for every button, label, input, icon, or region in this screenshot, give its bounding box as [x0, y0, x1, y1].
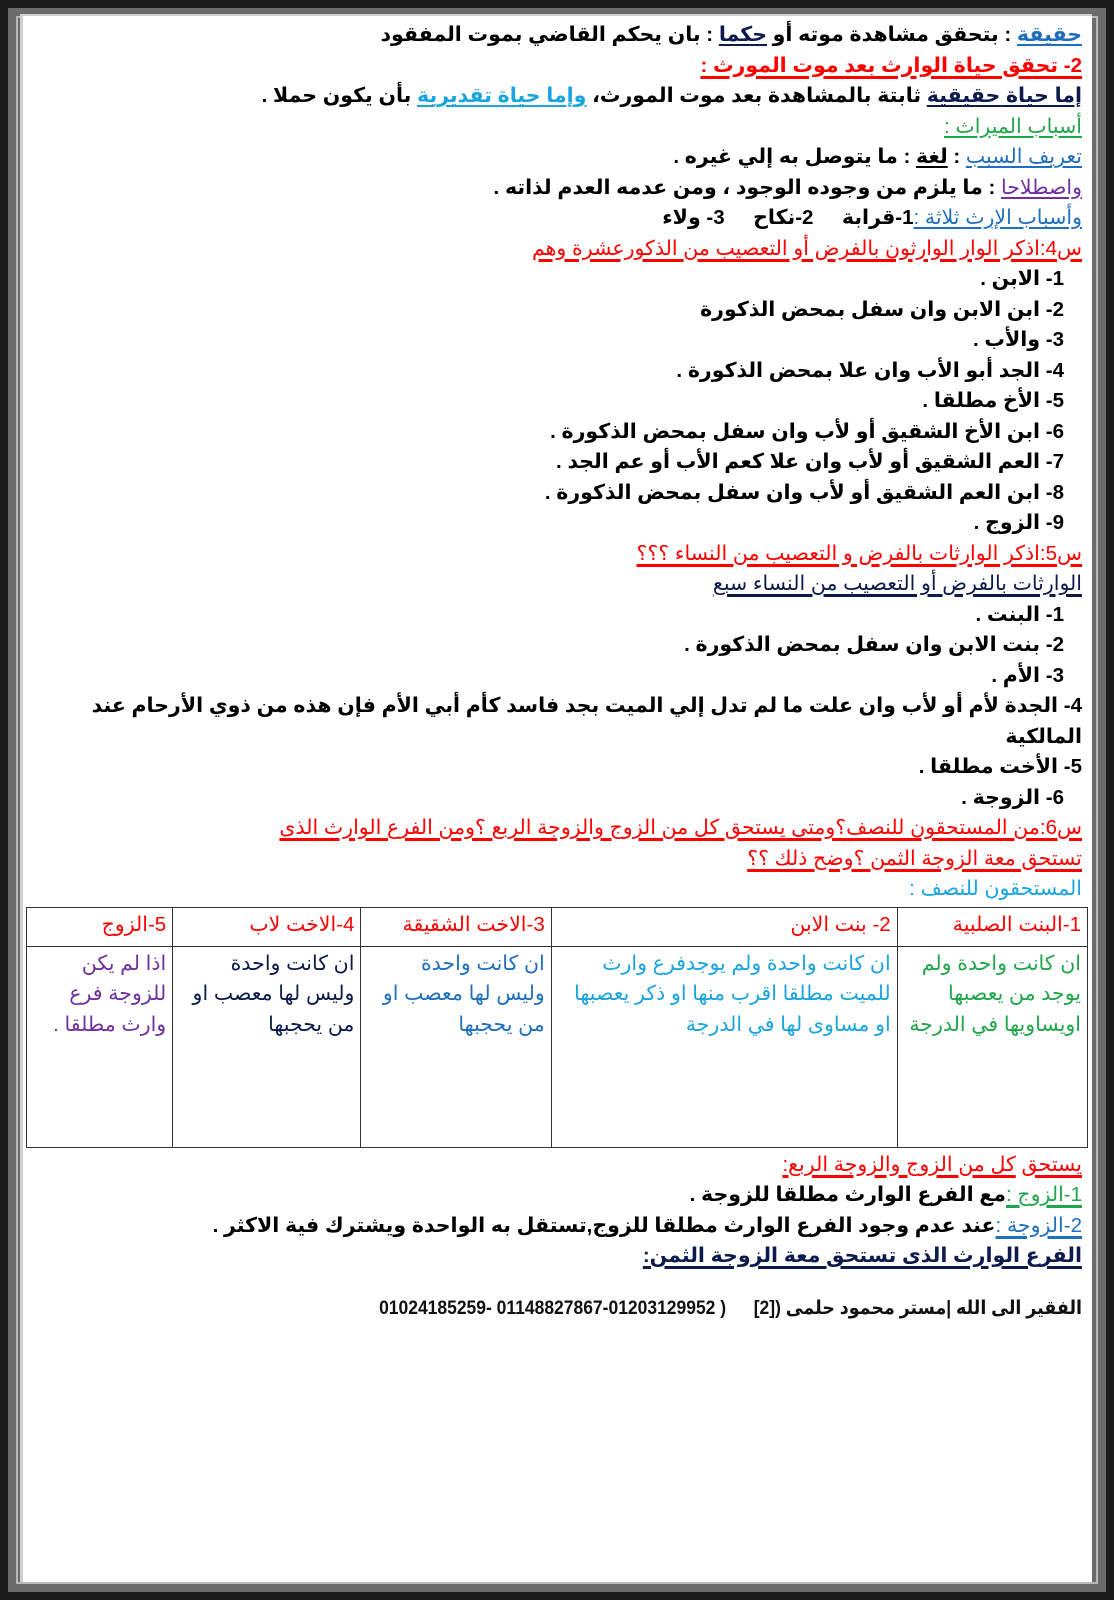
- table-header-row: [27, 907, 1088, 946]
- q4-heading-row: [33, 234, 1082, 265]
- q5-heading: س5:اذكر الوارثات بالفرض و التعصيب من النساء ؟؟؟: [636, 541, 1082, 565]
- table-cell: ان كانت واحدة وليس لها معصب او من يحجبها: [173, 946, 361, 1147]
- list-item: 5- الأخ مطلقا .: [922, 389, 1064, 412]
- haqiqiya-term: حقيقية: [926, 84, 1001, 107]
- list-item: 4- الجدة لأم أو لأب وان علت ما لم تدل إلي الميت بجد فاسد كأم أبي الأم فإن هذه من ذوي الأرحام عند المالكية: [91, 694, 1082, 748]
- asbab-list-label: وأسباب الإرث ثلاثة :: [913, 206, 1082, 229]
- sabab-label: تعريف السبب: [965, 145, 1082, 168]
- table-header: 5-الزوج: [27, 907, 173, 946]
- istilah-line: [33, 173, 1082, 204]
- q6-heading-row-2: [33, 844, 1082, 875]
- zawja-text: عند عدم وجود الفرع الوارث مطلقا للزوج,تستقل به الواحدة ويشترك فية الاكثر .: [212, 1213, 996, 1237]
- thumun-heading: الفرع الوارث الذى تستحق معة الزوجة الثمن:: [642, 1244, 1082, 1267]
- istilah-label: واصطلاحا: [1001, 175, 1082, 199]
- thumun-heading-row: [33, 1241, 1082, 1272]
- list-item: 1- البنت .: [975, 602, 1064, 626]
- list-item: 1- الابن .: [980, 267, 1064, 290]
- table-header: 4-الاخت لاب: [173, 907, 361, 946]
- zawja-label: 2-الزوجة :: [995, 1213, 1082, 1237]
- page-number: [2]: [753, 1297, 776, 1319]
- hukman-text: : بان يحكم القاضي بموت المفقود: [380, 23, 719, 46]
- death-proof-line: [33, 20, 1082, 51]
- nisf-label: المستحقون للنصف :: [909, 877, 1082, 900]
- condition2-text-end: بأن يكون حملا .: [261, 84, 418, 107]
- nisf-label-row: [33, 874, 1082, 905]
- document-page: [20, 14, 1092, 1582]
- list-item: 3- والأب .: [973, 328, 1064, 351]
- q5-heading-row: [33, 539, 1082, 570]
- q6-heading-row-1: [33, 813, 1082, 844]
- zawj-label: 1-الزوج :: [1005, 1183, 1082, 1206]
- sabab-colon: :: [947, 145, 966, 168]
- table-header: 1-البنت الصلبية: [897, 907, 1087, 946]
- istilah-text: : ما يلزم من وجوده الوجود ، ومن عدمه العدم لذاته .: [493, 175, 1002, 199]
- list-item: 5- الأخت مطلقا .: [918, 755, 1082, 778]
- q5-list: [33, 600, 1082, 814]
- list-item: 6- ابن الأخ الشقيق أو لأب وان سفل بمحض الذكورة .: [550, 419, 1064, 443]
- rubu-heading-row: [33, 1150, 1082, 1181]
- ima-haya: إما حياة: [1000, 84, 1082, 107]
- condition2-line: [33, 81, 1082, 112]
- author-name: الفقير الى الله |مستر محمود حلمى (: [775, 1297, 1082, 1319]
- table-header: 2- بنت الابن: [551, 907, 897, 946]
- condition2-heading-row: [33, 51, 1082, 82]
- hukman-term: حكما: [718, 23, 767, 46]
- condition2-text: ثابتة بالمشاهدة بعد موت المورث،: [586, 84, 927, 107]
- table-cell: ان كانت واحدة ولم يوجد من يعصبها اويساويها في الدرجة: [897, 946, 1087, 1147]
- footer-close-paren: ): [715, 1297, 727, 1319]
- list-item: 2- بنت الابن وان سفل بمحض الذكورة .: [684, 633, 1064, 656]
- list-item: 3- الأم .: [991, 663, 1064, 687]
- haqiqa-text: : بتحقق مشاهدة موته أو: [766, 23, 1017, 46]
- taqdiriya-term: وإما حياة تقديرية: [417, 84, 587, 107]
- zawj-line: [33, 1180, 1082, 1211]
- sabab-text: : ما يتوصل به إلي غيره .: [673, 145, 916, 168]
- q6-heading-line2: تستحق معة الزوجة الثمن ؟وضح ذلك ؟؟: [747, 846, 1082, 870]
- zawj-text: مع الفرع الوارث مطلقا للزوجة .: [689, 1183, 1006, 1206]
- list-item: 2- ابن الابن وان سفل بمحض الذكورة: [700, 297, 1064, 321]
- table-cell: ان كانت واحدة وليس لها معصب او من يحجبها: [361, 946, 551, 1147]
- q4-list: [33, 264, 1082, 539]
- table-row: [27, 946, 1088, 1147]
- list-item: 4- الجد أبو الأب وان علا بمحض الذكورة .: [676, 358, 1064, 382]
- table-cell: اذا لم يكن للزوجة فرع وارث مطلقا .: [27, 946, 173, 1147]
- footer-signature: [117, 1294, 1082, 1324]
- condition2-heading: 2- تحقق حياة الوارث بعد موت المورث :: [700, 53, 1082, 77]
- rubu-heading-a: يستحق: [1021, 1152, 1082, 1176]
- q5-subheading-row: [33, 569, 1082, 600]
- q4-heading: س4:اذكر الوار الوارثون بالفرض أو التعصيب من الذكورعشرة وهم: [531, 236, 1082, 260]
- list-item: 6- الزوجة .: [961, 785, 1064, 809]
- phone-numbers: 01024185259- 01148827867-01203129952: [379, 1297, 716, 1319]
- zawja-line: [33, 1211, 1082, 1242]
- list-item: 7- العم الشقيق أو لأب وان علا كعم الأب أو عم الجد .: [556, 450, 1064, 473]
- table-header: 3-الاخت الشقيقة: [361, 907, 551, 946]
- asbab-list-line: [33, 203, 1082, 234]
- nisf-table: [26, 907, 1088, 1148]
- list-item: 8- ابن العم الشقيق أو لأب وان سفل بمحض الذكورة .: [544, 480, 1064, 504]
- asbab-heading: أسباب الميراث :: [944, 114, 1082, 138]
- table-cell: ان كانت واحدة ولم يوجدفرع وارث للميت مطلقا اقرب منها او ذكر يعصبها او مساوى لها في الدرجة: [551, 946, 897, 1147]
- sabab-definition-line: [33, 142, 1082, 173]
- lugha-term: لغة: [916, 145, 948, 168]
- rubu-heading-c: كل من الزوج والزوجة الربع:: [782, 1152, 1016, 1176]
- q5-subheading: الوارثات بالفرض أو التعصيب من النساء سبع: [712, 572, 1082, 595]
- asbab-list-items: 1-قرابة 2-نكاح 3- ولاء: [662, 206, 914, 229]
- q6-heading-line1: س6:من المستحقون للنصف؟ومتى يستحق كل من الزوج والزوجة الربع ؟ومن الفرع الوارث الذى: [279, 816, 1082, 839]
- asbab-heading-row: [33, 112, 1082, 143]
- haqiqa-term: حقيقة: [1016, 23, 1082, 46]
- list-item: 9- الزوج .: [973, 511, 1064, 534]
